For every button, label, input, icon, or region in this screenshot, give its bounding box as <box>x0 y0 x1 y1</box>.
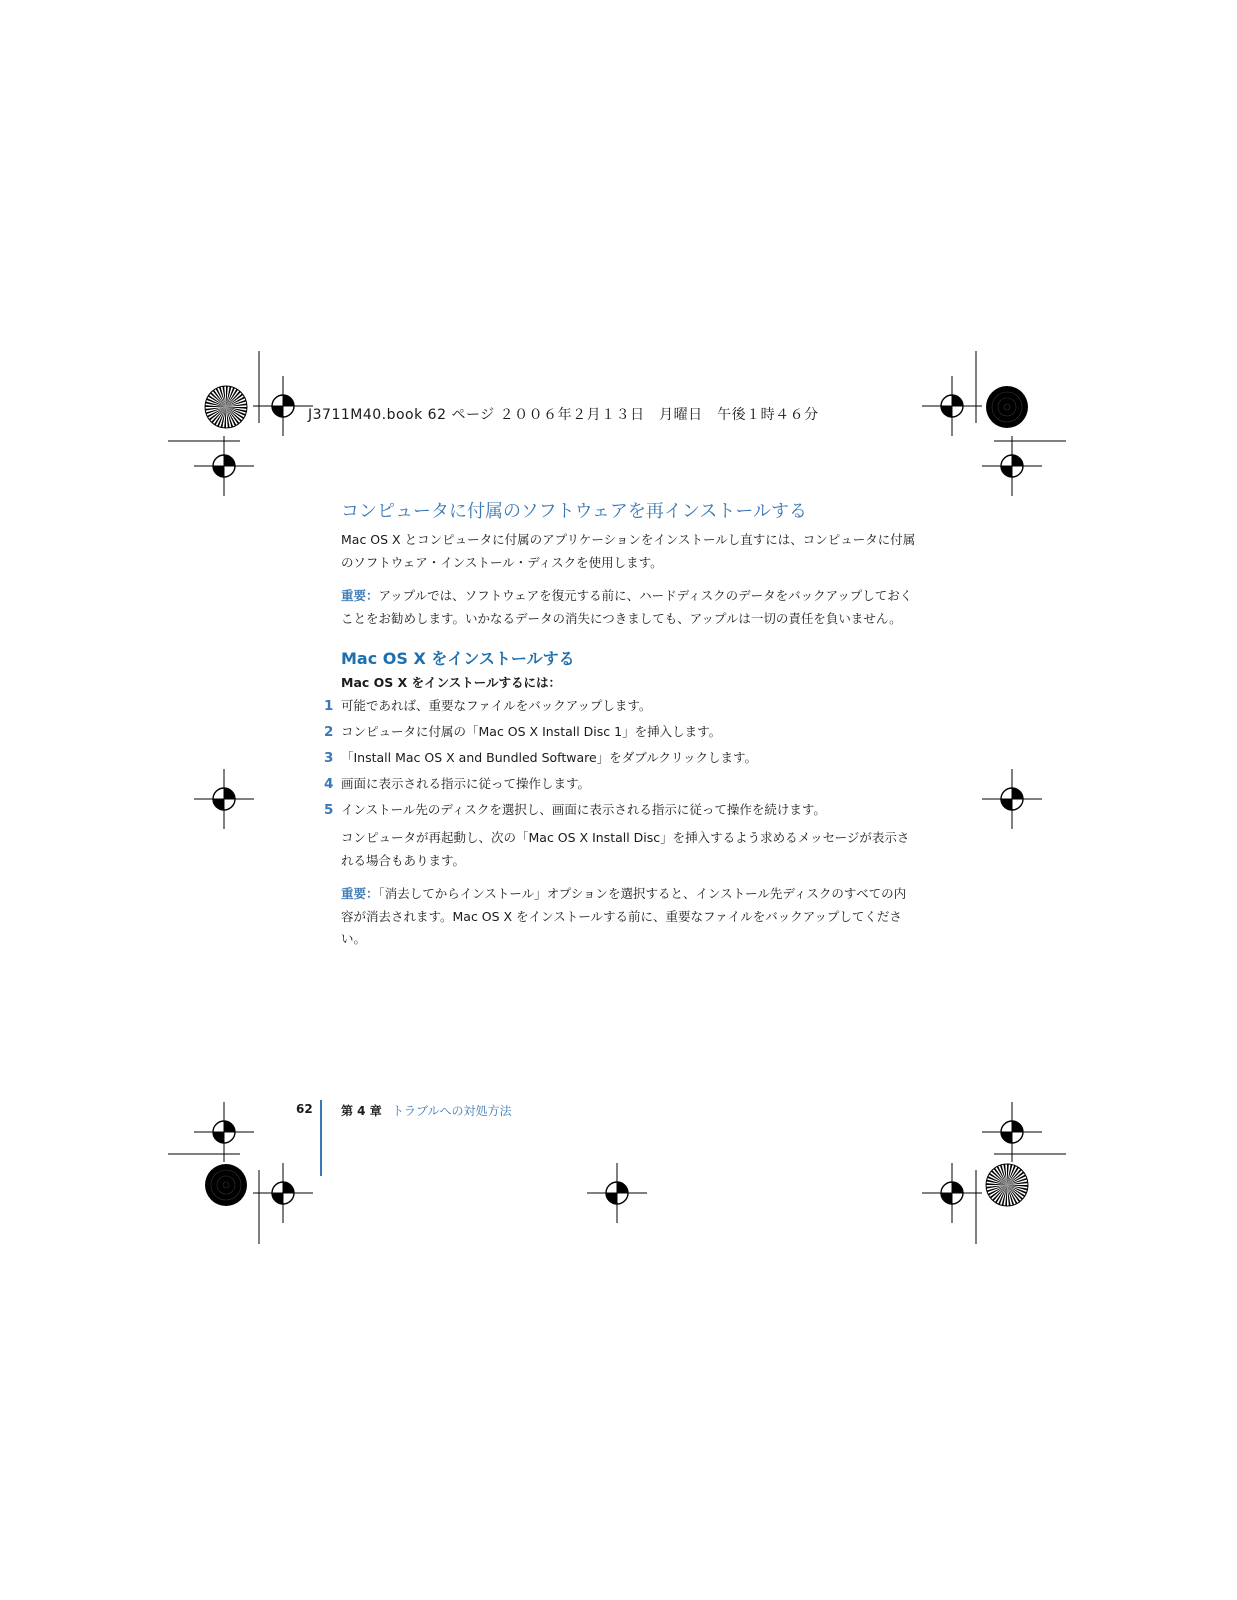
registration-target-icon <box>205 1164 247 1206</box>
list-item <box>324 797 917 823</box>
footer-divider <box>320 1100 322 1176</box>
step-number: 5 <box>324 802 334 818</box>
step-text: コンピュータに付属の「Mac OS X Install Disc 1」を挿入します。 <box>341 724 722 739</box>
step-number: 3 <box>324 750 334 766</box>
list-item <box>324 693 917 719</box>
registration-target-icon <box>986 386 1028 428</box>
print-slug: J3711M40.book 62 ページ ２００６年２月１３日 月曜日 午後１時４６分 <box>308 407 819 423</box>
crosshair-icon <box>253 376 313 436</box>
procedure-heading: Mac OS X をインストールするには： <box>341 675 561 690</box>
crosshair-icon <box>194 436 254 496</box>
step-number: 4 <box>324 776 334 792</box>
crosshair-icon <box>982 1102 1042 1162</box>
chapter-label: 第 4 章 <box>341 1104 382 1118</box>
step-text: 可能であれば、重要なファイルをバックアップします。 <box>341 698 652 713</box>
list-item <box>324 719 917 745</box>
important-text: アップルでは、ソフトウェアを復元する前に、ハードディスクのデータをバックアップしておくことをお勧めします。いかなるデータの消失につきましても、アップルは一切の責任を負いません。 <box>341 588 913 626</box>
step-text: インストール先のディスクを選択し、画面に表示される指示に従って操作を続けます。 <box>341 802 826 817</box>
list-item <box>324 771 917 797</box>
crosshair-icon <box>587 1163 647 1223</box>
main-content <box>324 497 917 951</box>
step-note: コンピュータが再起動し、次の「Mac OS X Install Disc」を挿入するよう求めるメッセージが表示される場合もあります。 <box>341 830 910 868</box>
crosshair-icon <box>253 1163 313 1223</box>
step-list <box>324 693 917 823</box>
crosshair-icon <box>922 376 982 436</box>
important-label: 重要： <box>341 588 379 603</box>
subsection-title: Mac OS X をインストールする <box>341 649 575 668</box>
chapter-title: トラブルへの対処方法 <box>392 1104 512 1118</box>
important-note <box>341 883 917 951</box>
crosshair-icon <box>922 1163 982 1223</box>
page-number: 62 <box>296 1102 313 1116</box>
important-note <box>341 585 917 630</box>
step-text: 画面に表示される指示に従って操作します。 <box>341 776 591 791</box>
crosshair-icon <box>194 1102 254 1162</box>
crosshair-icon <box>194 769 254 829</box>
crosshair-icon <box>982 769 1042 829</box>
list-item <box>324 745 917 771</box>
starburst-icon <box>205 386 247 428</box>
section-intro: Mac OS X とコンピュータに付属のアプリケーションをインストールし直すには、コンピュータに付属のソフトウェア・インストール・ディスクを使用します。 <box>341 532 916 570</box>
step-number: 2 <box>324 724 334 740</box>
section-title: コンピュータに付属のソフトウェアを再インストールする <box>341 501 808 522</box>
step-number: 1 <box>324 698 334 714</box>
step-text: 「Install Mac OS X and Bundled Software」をダブルクリックします。 <box>341 750 757 765</box>
starburst-icon <box>986 1164 1028 1206</box>
important-label: 重要： <box>341 886 379 901</box>
important-text: 「消去してからインストール」オプションを選択すると、インストール先ディスクのすべての内容が消去されます。Mac OS X をインストールする前に、重要なファイルをバックアップしてください。 <box>341 886 907 946</box>
crosshair-icon <box>982 436 1042 496</box>
